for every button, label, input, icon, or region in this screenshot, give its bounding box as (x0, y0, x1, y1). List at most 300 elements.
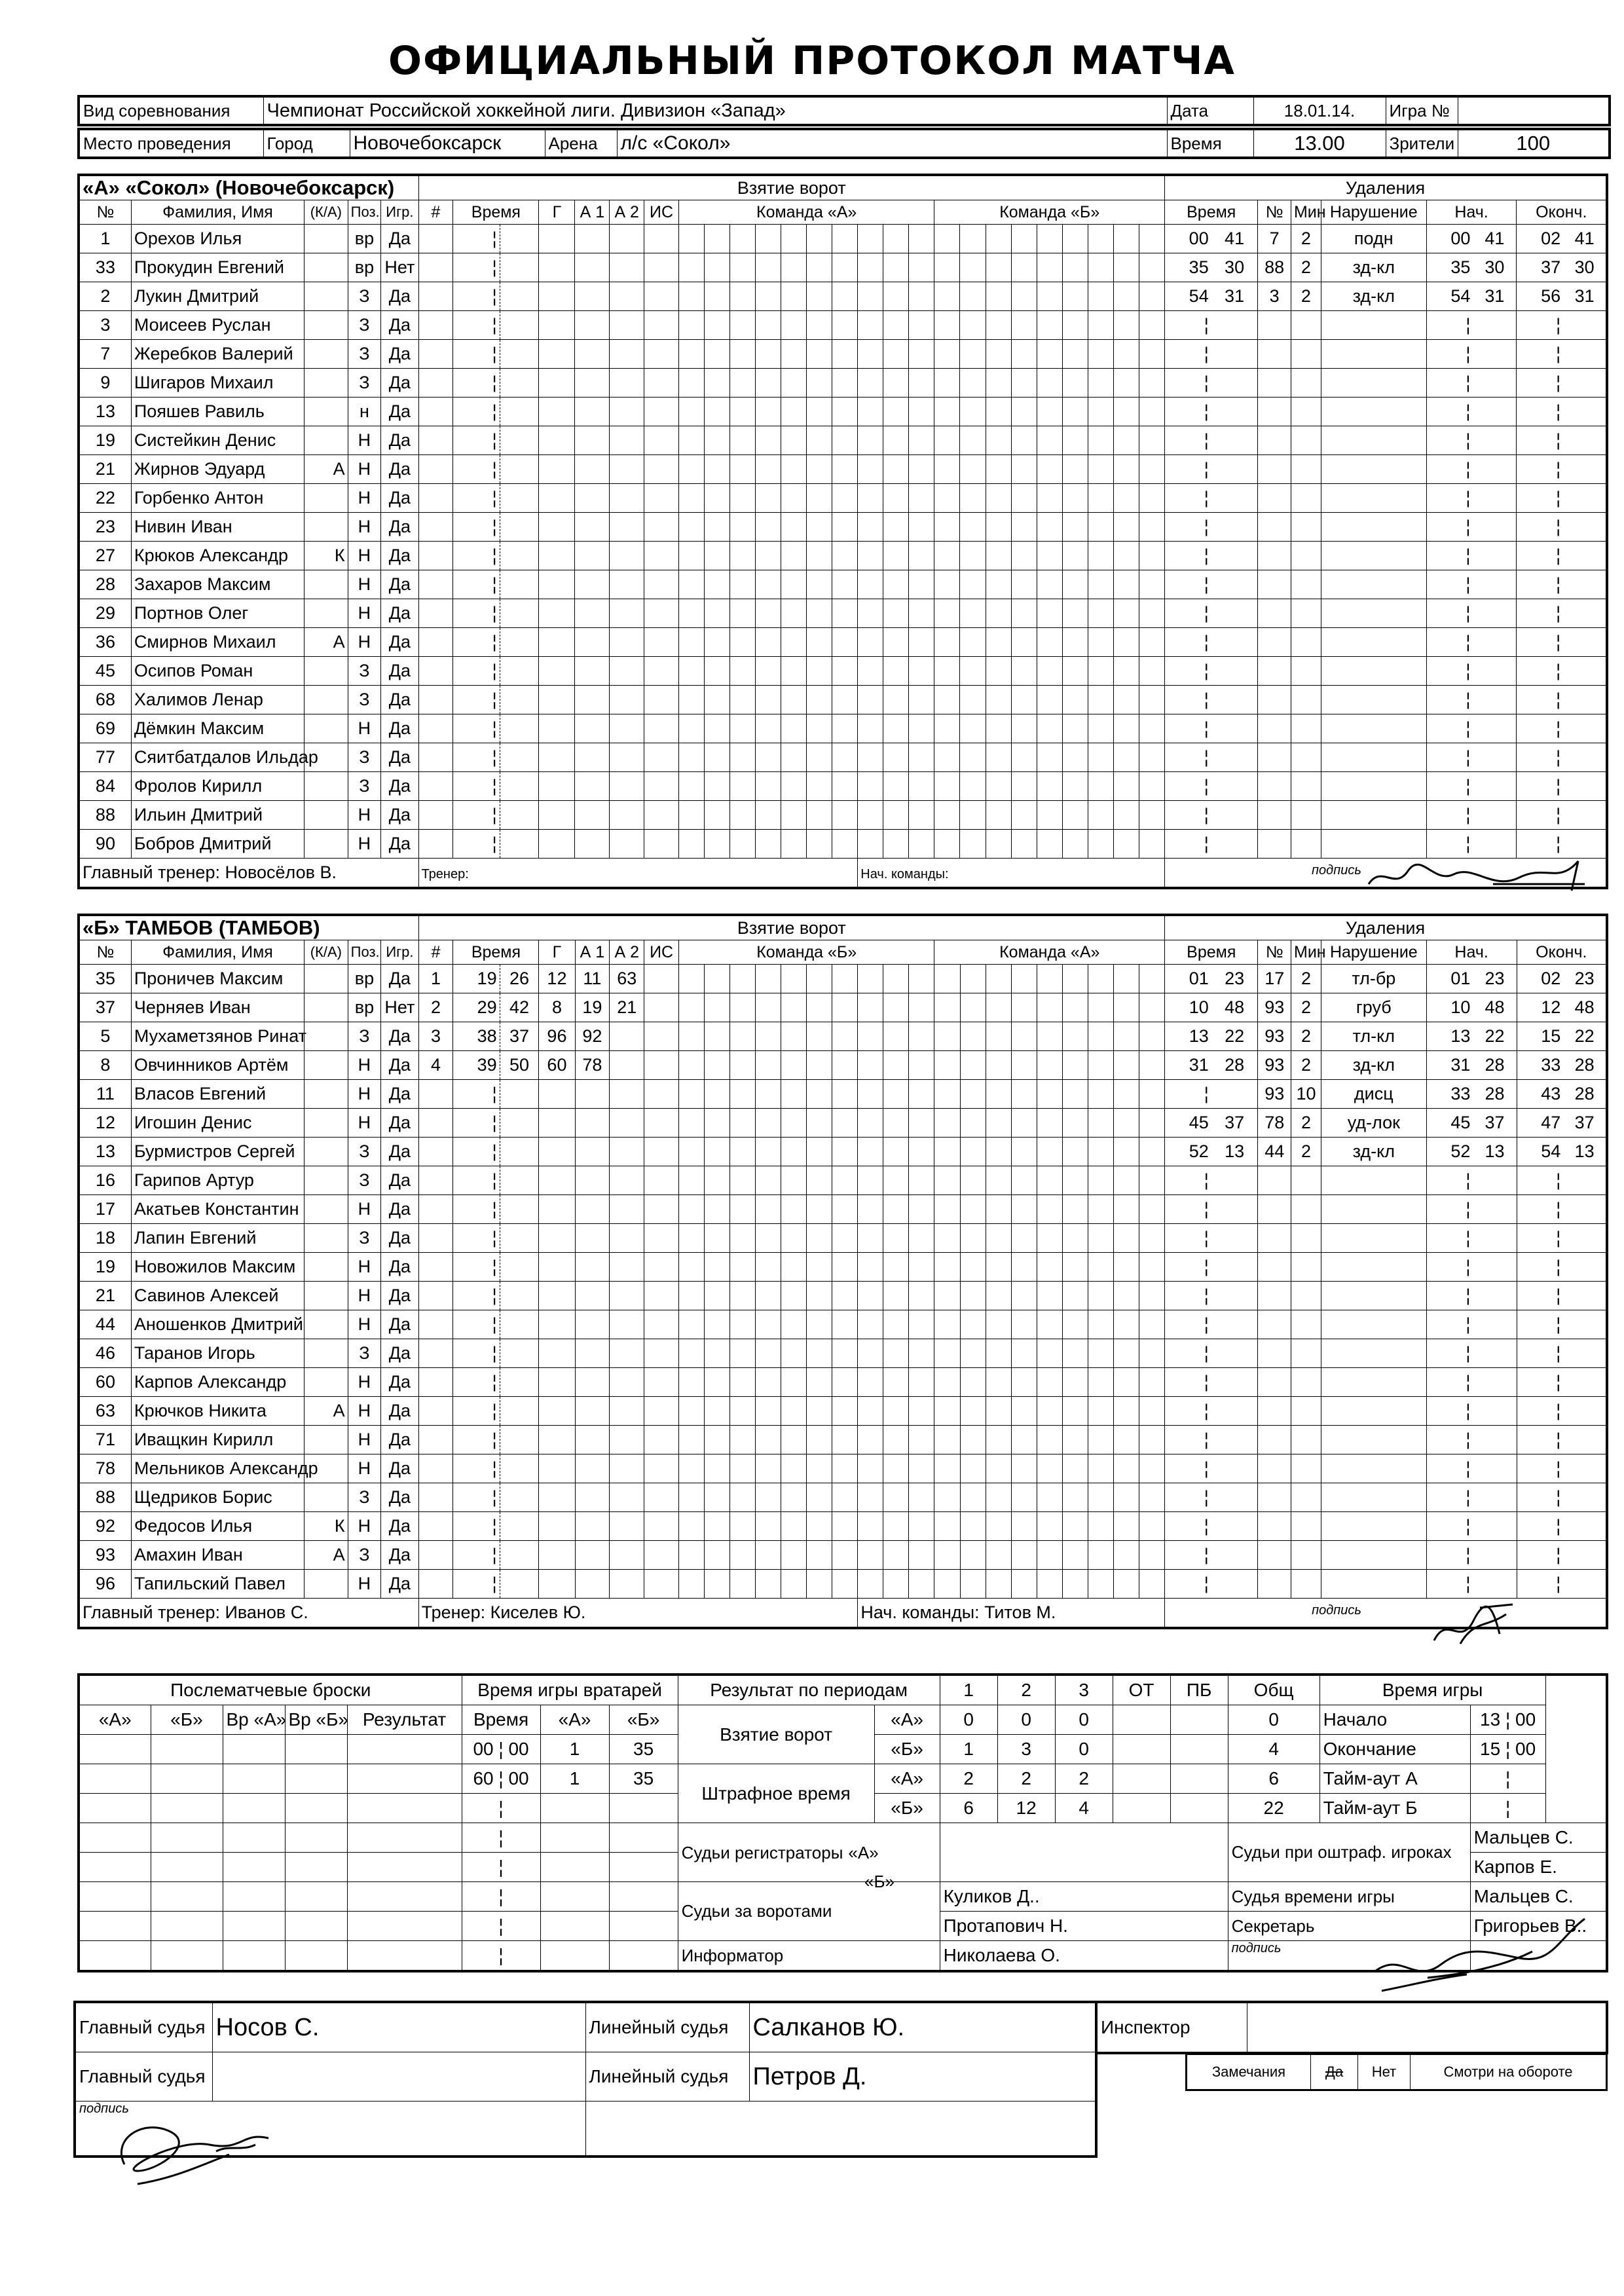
onice-cell (1088, 657, 1113, 686)
pen-end-seconds (1563, 340, 1607, 369)
onice-cell (679, 1368, 705, 1397)
pen-end-seconds (1563, 1166, 1607, 1195)
onice-cell (1139, 1051, 1164, 1080)
onice-cell (1088, 1195, 1113, 1224)
onice-cell (1011, 1080, 1037, 1109)
onice-cell (1062, 340, 1088, 369)
onice-cell (1062, 965, 1088, 993)
end-seconds: 00 (1515, 1739, 1536, 1759)
gk-time-title: Время игры вратарей (462, 1675, 678, 1705)
onice-cell (1088, 1426, 1113, 1454)
goal-assist-2: 63 (610, 965, 644, 993)
onice-cell (960, 1166, 986, 1195)
pen-minutes (1291, 801, 1321, 830)
onice-cell (858, 657, 883, 686)
onice-cell (756, 1454, 781, 1483)
pen-end-seconds: 48 (1563, 993, 1607, 1022)
remarks-no[interactable]: Нет (1358, 2054, 1411, 2090)
pen-time-minutes: ¦ (1165, 628, 1211, 657)
onice-cell (960, 628, 986, 657)
onice-cell (832, 484, 858, 513)
goal-assist-1 (575, 484, 610, 513)
pen-player-number: 17 (1258, 965, 1291, 993)
onice-cell (1037, 1483, 1062, 1512)
pen-end-minutes: ¦ (1517, 657, 1563, 686)
player-ka (304, 772, 348, 801)
pen-infraction (1321, 513, 1426, 542)
goal-scorer (539, 830, 575, 859)
onice-cell (858, 801, 883, 830)
pen-time-minutes: ¦ (1165, 714, 1211, 743)
onice-cell (909, 772, 934, 801)
onice-cell (1011, 1051, 1037, 1080)
onice-cell (781, 714, 807, 743)
onice-cell (1139, 369, 1164, 398)
player-row (79, 1166, 1607, 1195)
onice-cell (756, 542, 781, 570)
onice-cell (730, 599, 756, 628)
periods-title: Результат по периодам (678, 1675, 940, 1705)
pen-end-seconds: 31 (1563, 282, 1607, 311)
goal-scorer (539, 1512, 575, 1541)
player-played: Да (381, 369, 418, 398)
onice-cell (730, 542, 756, 570)
onice-cell (1139, 1512, 1164, 1541)
onice-cell (909, 1253, 934, 1282)
onice-cell (858, 1109, 883, 1138)
onice-cell (858, 1454, 883, 1483)
pen-end-minutes: ¦ (1517, 1368, 1563, 1397)
goal-assist-1 (575, 340, 610, 369)
pen-minutes (1291, 657, 1321, 686)
onice-cell (730, 1426, 756, 1454)
onice-cell (832, 772, 858, 801)
pen-start-minutes: ¦ (1426, 513, 1473, 542)
goal-assist-1 (575, 1541, 610, 1570)
player-row (79, 628, 1607, 657)
onice-cell (986, 1166, 1011, 1195)
pen-start-seconds (1473, 1368, 1517, 1397)
onice-cell (730, 1310, 756, 1339)
goal-assist-1 (575, 542, 610, 570)
onice-cell (883, 1339, 909, 1368)
player-position: н (348, 398, 381, 426)
onice-cell (756, 426, 781, 455)
registrars-label-text: Судьи регистраторы (681, 1842, 843, 1862)
onice-cell (756, 599, 781, 628)
player-ka: А (304, 1397, 348, 1426)
onice-cell (1139, 455, 1164, 484)
player-name: Новожилов Максим (131, 1253, 304, 1282)
goal-number (418, 1454, 453, 1483)
onice-cell (883, 426, 909, 455)
goal-seconds (500, 542, 539, 570)
pen-time-seconds (1211, 772, 1258, 801)
onice-cell (807, 1051, 832, 1080)
pen-time-seconds (1211, 455, 1258, 484)
onice-cell (934, 225, 960, 253)
onice-cell (807, 1512, 832, 1541)
goal-assist-2 (610, 772, 644, 801)
remarks-yes[interactable]: Да (1311, 2054, 1358, 2090)
player-number: 46 (79, 1339, 131, 1368)
gk-cell (609, 1853, 678, 1882)
onice-cell (1088, 1570, 1113, 1599)
pen-time-seconds (1211, 830, 1258, 859)
onice-cell (1062, 542, 1088, 570)
onice-cell (756, 1368, 781, 1397)
onice-cell (807, 570, 832, 599)
onice-cell (678, 340, 704, 369)
player-name: Горбенко Антон (131, 484, 304, 513)
onice-cell (1088, 1051, 1113, 1080)
pen-end-seconds (1563, 542, 1607, 570)
onice-cell (1113, 1253, 1139, 1282)
goals-a-p1: 0 (940, 1705, 997, 1735)
pen-end-minutes: 43 (1517, 1080, 1563, 1109)
onice-cell (909, 1224, 934, 1253)
onice-cell (1088, 830, 1113, 859)
onice-cell (1011, 1253, 1037, 1282)
pen-start-minutes: 31 (1426, 1051, 1473, 1080)
goal-assist-2 (610, 1541, 644, 1570)
player-position: З (348, 657, 381, 686)
pen-start-seconds (1473, 1253, 1517, 1282)
gk-row-1-seconds: 00 (508, 1739, 529, 1759)
pen-time-minutes: ¦ (1165, 398, 1211, 426)
head-coach-name: Иванов С. (225, 1602, 308, 1622)
onice-cell (1088, 599, 1113, 628)
pen-start-seconds (1473, 1454, 1517, 1483)
onice-cell (1088, 1541, 1113, 1570)
player-position: З (348, 1541, 381, 1570)
onice-cell (883, 1454, 909, 1483)
col-pen-number: № (1258, 940, 1291, 965)
onice-cell (832, 369, 858, 398)
goal-number (418, 253, 453, 282)
onice-cell (679, 1051, 705, 1080)
onice-cell (1139, 1109, 1164, 1138)
player-name: Лапин Евгений (131, 1224, 304, 1253)
goal-assist-2 (610, 628, 644, 657)
goal-assist-1 (575, 1454, 610, 1483)
goal-situation (644, 513, 679, 542)
onice-cell (678, 657, 704, 686)
shootout-cell (223, 1735, 285, 1764)
goal-assist-2 (610, 484, 644, 513)
onice-cell (832, 225, 858, 253)
onice-cell (1139, 311, 1164, 340)
onice-cell (832, 1368, 858, 1397)
onice-cell (986, 965, 1011, 993)
goal-seconds (500, 1224, 539, 1253)
onice-cell (1113, 714, 1139, 743)
onice-cell (678, 369, 704, 398)
onice-cell (960, 1282, 986, 1310)
pen-start-seconds: 28 (1473, 1080, 1517, 1109)
pen-b-pb (1170, 1794, 1228, 1823)
onice-cell (1011, 340, 1037, 369)
onice-cell (934, 570, 960, 599)
goal-situation (644, 1339, 679, 1368)
onice-cell (934, 714, 960, 743)
player-played: Нет (381, 253, 418, 282)
goal-assist-2 (610, 1397, 644, 1426)
shootout-cell (223, 1882, 285, 1912)
onice-cell (756, 993, 781, 1022)
player-ka (304, 1080, 348, 1109)
onice-cell (909, 1195, 934, 1224)
onice-cell (730, 253, 756, 282)
pen-end-minutes: ¦ (1517, 542, 1563, 570)
shootout-cell (151, 1912, 223, 1941)
player-position: З (348, 1166, 381, 1195)
player-played: Да (381, 1483, 418, 1512)
col-own-team-onice: Команда «Б» (679, 940, 934, 965)
team-chief-name: Титов М. (984, 1602, 1056, 1622)
onice-cell (1037, 1368, 1062, 1397)
onice-cell (832, 830, 858, 859)
informer-name: Николаева О. (940, 1941, 1228, 1972)
onice-cell (1113, 513, 1139, 542)
trainer-label: Тренер: (421, 1602, 490, 1622)
onice-cell (986, 1138, 1011, 1166)
onice-cell (1088, 772, 1113, 801)
player-row (79, 1282, 1607, 1310)
onice-cell (832, 1570, 858, 1599)
onice-cell (1062, 1166, 1088, 1195)
player-number: 11 (79, 1080, 131, 1109)
player-played: Да (381, 1570, 418, 1599)
onice-cell (1011, 628, 1037, 657)
onice-cell (705, 743, 730, 772)
onice-cell (678, 599, 704, 628)
pen-end-seconds: 28 (1563, 1051, 1607, 1080)
pen-start-seconds (1473, 1310, 1517, 1339)
pen-start-minutes: ¦ (1426, 1570, 1473, 1599)
onice-cell (1011, 801, 1037, 830)
pen-player-number (1258, 743, 1291, 772)
onice-cell (858, 340, 883, 369)
player-played: Да (381, 801, 418, 830)
pen-end-seconds (1563, 772, 1607, 801)
player-row (79, 686, 1607, 714)
player-position: Н (348, 1195, 381, 1224)
onice-cell (1139, 225, 1164, 253)
player-name: Щедриков Борис (131, 1483, 304, 1512)
player-played: Да (381, 484, 418, 513)
onice-cell (730, 225, 756, 253)
player-name: Власов Евгений (131, 1080, 304, 1109)
onice-cell (934, 484, 960, 513)
onice-cell (1113, 1022, 1139, 1051)
player-number: 71 (79, 1426, 131, 1454)
pen-start-seconds (1473, 1166, 1517, 1195)
onice-cell (781, 225, 807, 253)
player-position: Н (348, 1397, 381, 1426)
pen-time-seconds (1211, 714, 1258, 743)
team-chief-label: Нач. команды: (860, 1602, 985, 1622)
onice-cell (1062, 628, 1088, 657)
goal-situation (644, 801, 679, 830)
onice-cell (909, 542, 934, 570)
pen-time-seconds (1211, 570, 1258, 599)
goal-assist-1 (575, 282, 610, 311)
pen-infraction (1321, 570, 1426, 599)
pen-infraction: уд-лок (1321, 1109, 1426, 1138)
onice-cell (781, 1051, 807, 1080)
pen-player-number (1258, 1426, 1291, 1454)
goal-minutes: ¦ (453, 1483, 500, 1512)
goal-assist-1 (575, 369, 610, 398)
goal-seconds (500, 513, 539, 542)
onice-cell (1011, 993, 1037, 1022)
pen-time-minutes: ¦ (1165, 311, 1211, 340)
pen-infraction (1321, 398, 1426, 426)
team-sign (1165, 1599, 1607, 1629)
goals-section-title: Взятие ворот (418, 175, 1164, 200)
player-name: Савинов Алексей (131, 1282, 304, 1310)
remarks-label: Замечания (1187, 2054, 1311, 2090)
onice-cell (678, 628, 704, 657)
gk-row-2-seconds: 00 (508, 1768, 529, 1788)
goal-seconds (500, 772, 539, 801)
player-row (79, 657, 1607, 686)
onice-cell (832, 282, 858, 311)
onice-cell (1113, 570, 1139, 599)
onice-cell (909, 1138, 934, 1166)
col-number: № (79, 200, 131, 225)
onice-cell (1139, 426, 1164, 455)
gk-row-1-minutes: 00 (473, 1739, 494, 1759)
onice-cell (832, 743, 858, 772)
pen-player-number (1258, 1454, 1291, 1483)
onice-cell (679, 1022, 705, 1051)
pen-time-minutes: ¦ (1165, 1570, 1211, 1599)
player-name: Жеребков Валерий (131, 340, 304, 369)
onice-cell (807, 714, 832, 743)
onice-cell (909, 311, 934, 340)
onice-cell (909, 1483, 934, 1512)
player-name: Дёмкин Максим (131, 714, 304, 743)
goal-assist-2 (610, 1483, 644, 1512)
onice-cell (1062, 225, 1088, 253)
goal-minutes: ¦ (453, 1109, 500, 1138)
player-number: 77 (79, 743, 131, 772)
goal-scorer (539, 686, 575, 714)
pen-minutes (1291, 1426, 1321, 1454)
onice-cell (781, 1339, 807, 1368)
onice-cell (1113, 1368, 1139, 1397)
onice-cell (705, 253, 730, 282)
onice-cell (730, 993, 756, 1022)
player-number: 22 (79, 484, 131, 513)
onice-cell (1037, 1051, 1062, 1080)
onice-cell (832, 570, 858, 599)
pen-start-minutes: ¦ (1426, 1454, 1473, 1483)
col-pen-number: № (1258, 200, 1291, 225)
pen-minutes: 2 (1291, 1051, 1321, 1080)
pen-time-minutes: 13 (1165, 1022, 1211, 1051)
arena-value: л/с «Сокол» (617, 129, 1167, 158)
onice-cell (883, 772, 909, 801)
onice-cell (1088, 1080, 1113, 1109)
col-other-team-onice: Команда «Б» (934, 200, 1165, 225)
onice-cell (807, 1282, 832, 1310)
team-b-table (77, 914, 1608, 1629)
onice-cell (1011, 743, 1037, 772)
goal-assist-2 (610, 1570, 644, 1599)
player-name: Лукин Дмитрий (131, 282, 304, 311)
goal-minutes: ¦ (453, 743, 500, 772)
player-number: 88 (79, 1483, 131, 1512)
onice-cell (1088, 513, 1113, 542)
pen-time-minutes: ¦ (1165, 772, 1211, 801)
onice-cell (781, 1512, 807, 1541)
onice-cell (1139, 1454, 1164, 1483)
onice-cell (909, 369, 934, 398)
player-number: 78 (79, 1454, 131, 1483)
goal-number (418, 484, 453, 513)
shootout-title: Послематчевые броски (79, 1675, 462, 1705)
shootout-cell (347, 1764, 462, 1794)
player-number: 1 (79, 225, 131, 253)
onice-cell (781, 993, 807, 1022)
onice-cell (934, 1483, 960, 1512)
onice-cell (960, 599, 986, 628)
onice-cell (1113, 743, 1139, 772)
onice-cell (934, 311, 960, 340)
onice-cell (1113, 253, 1139, 282)
onice-cell (1062, 570, 1088, 599)
onice-cell (1037, 455, 1062, 484)
goal-minutes: ¦ (453, 253, 500, 282)
onice-cell (1037, 282, 1062, 311)
col-situation: ИС (644, 200, 679, 225)
goal-scorer (539, 1224, 575, 1253)
pen-end-seconds: 13 (1563, 1138, 1607, 1166)
onice-cell (730, 1109, 756, 1138)
pen-start-minutes: ¦ (1426, 455, 1473, 484)
onice-cell (883, 1022, 909, 1051)
goal-minutes: ¦ (453, 369, 500, 398)
onice-cell (960, 686, 986, 714)
pen-minutes: 2 (1291, 253, 1321, 282)
goal-minutes: ¦ (453, 282, 500, 311)
goal-seconds (500, 253, 539, 282)
pen-time-minutes: ¦ (1165, 1397, 1211, 1426)
player-name: Ильин Дмитрий (131, 801, 304, 830)
goal-assist-1 (575, 1080, 610, 1109)
pen-time-minutes: ¦ (1165, 686, 1211, 714)
goal-minutes: ¦ (453, 1080, 500, 1109)
pen-end-seconds (1563, 714, 1607, 743)
pen-time-minutes: ¦ (1165, 1512, 1211, 1541)
start-label: Начало (1320, 1705, 1470, 1735)
onice-cell (883, 1051, 909, 1080)
venue-label: Место проведения (79, 129, 263, 158)
onice-cell (858, 830, 883, 859)
pen-player-number (1258, 599, 1291, 628)
goal-judges-label: Судьи за воротами (678, 1882, 940, 1941)
goal-assist-2 (610, 1022, 644, 1051)
col-assist-2: А 2 (610, 940, 644, 965)
player-number: 3 (79, 311, 131, 340)
onice-cell (909, 426, 934, 455)
game-time-title: Время игры (1320, 1675, 1545, 1705)
goal-minutes: ¦ (453, 1224, 500, 1253)
goal-scorer (539, 1483, 575, 1512)
